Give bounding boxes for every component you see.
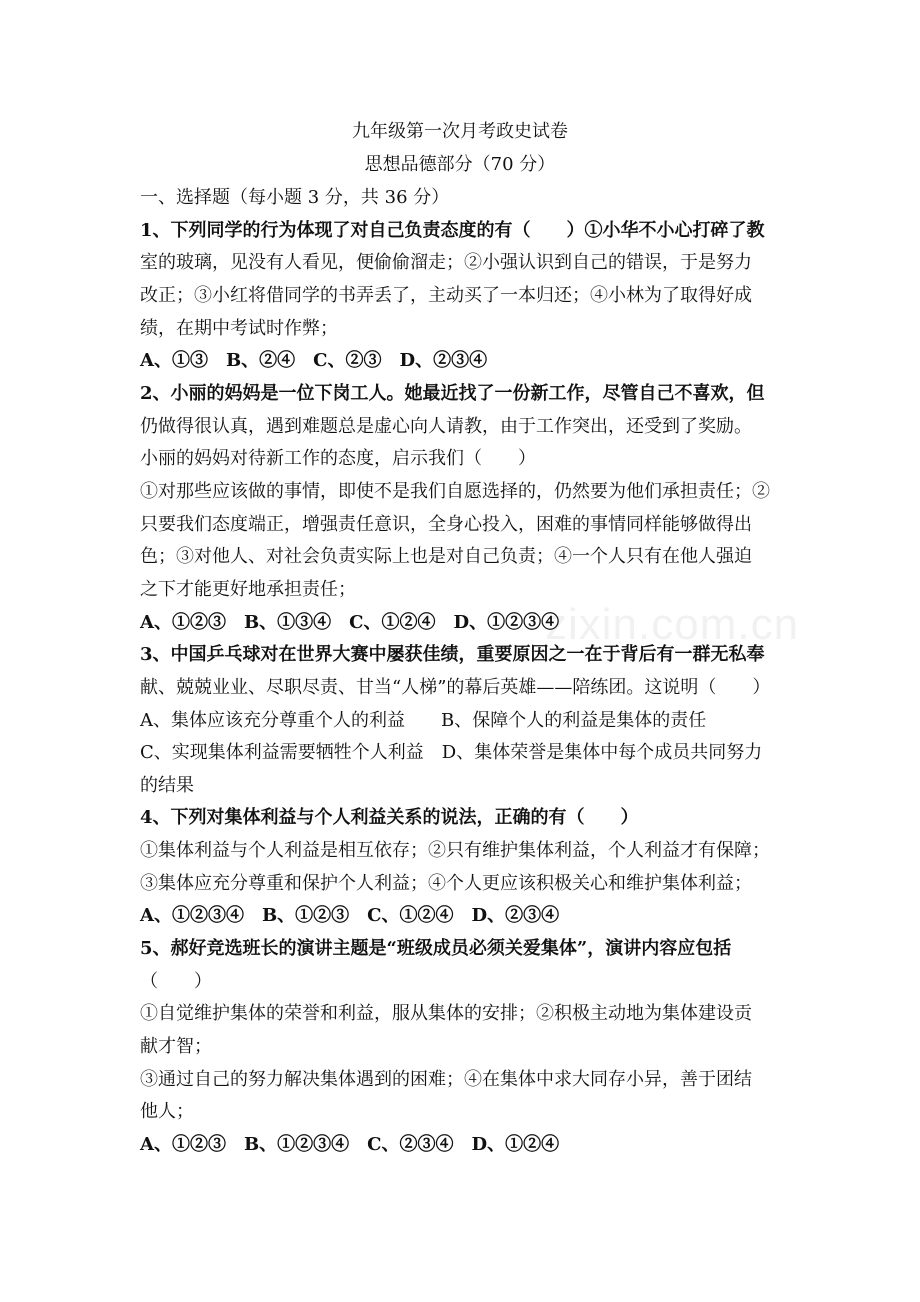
question-1-line: 1、下列同学的行为体现了对自己负责态度的有（ ）①小华不小心打碎了教	[140, 220, 765, 241]
question-4-options: A、①②③④ B、①②③ C、①②④ D、②③④	[140, 905, 560, 926]
question-2-line: 色；③对他人、对社会负责实际上也是对自己负责；④一个人只有在他人强迫	[140, 546, 752, 567]
question-2-line: ①对那些应该做的事情，即使不是我们自愿选择的，仍然要为他们承担责任；②	[140, 481, 770, 502]
question-5-line: ③通过自己的努力解决集体遇到的困难；④在集体中求大同存小异，善于团结	[140, 1069, 752, 1090]
question-5-options: A、①②③ B、①②③④ C、②③④ D、①②④	[140, 1134, 560, 1155]
section-heading: 一、选择题（每小题 3 分，共 36 分）	[140, 187, 450, 208]
question-2-line: 只要我们态度端正，增强责任意识，全身心投入，困难的事情同样能够做得出	[140, 514, 752, 535]
question-5-line: 5、郝好竞选班长的演讲主题是“班级成员必须关爱集体”，演讲内容应包括	[140, 938, 732, 959]
question-1-line: 改正；③小红将借同学的书弄丢了，主动买了一本归还；④小林为了取得好成	[140, 285, 752, 306]
question-4-line: ③集体应充分尊重和保护个人利益；④个人更应该积极关心和维护集体利益；	[140, 873, 752, 894]
question-3-option: A、集体应该充分尊重个人的利益 B、保障个人的利益是集体的责任	[140, 710, 707, 731]
question-5-line: （ ）	[140, 971, 212, 992]
question-2-line: 仍做得很认真，遇到难题总是虚心向人请教，由于工作突出，还受到了奖励。	[140, 416, 752, 437]
question-3-option: 的结果	[140, 775, 194, 796]
question-2-line: 之下才能更好地承担责任；	[140, 579, 356, 600]
question-3-option: C、实现集体利益需要牺牲个人利益 D、集体荣誉是集体中每个成员共同努力	[140, 742, 763, 763]
question-1-line: 室的玻璃，见没有人看见，便偷偷溜走；②小强认识到自己的错误，于是努力	[140, 252, 752, 273]
question-2-line: 2、小丽的妈妈是一位下岗工人。她最近找了一份新工作，尽管自己不喜欢，但	[140, 383, 765, 404]
question-2-line: 小丽的妈妈对待新工作的态度，启示我们（ ）	[140, 448, 536, 469]
question-4-line: ①集体利益与个人利益是相互依存；②只有维护集体利益，个人利益才有保障；	[140, 840, 770, 861]
question-1-options: A、①③ B、②④ C、②③ D、②③④	[140, 350, 488, 371]
question-2-options: A、①②③ B、①③④ C、①②④ D、①②③④	[140, 612, 560, 633]
question-4-line: 4、下列对集体利益与个人利益关系的说法，正确的有（ ）	[140, 807, 639, 828]
page-subtitle: 思想品德部分（70 分）	[364, 154, 556, 175]
watermark: zixin.com.cn	[545, 600, 800, 649]
question-3-line: 献、兢兢业业、尽职尽责、甘当“人梯”的幕后英雄——陪练团。这说明（ ）	[140, 677, 771, 698]
question-5-line: ①自觉维护集体的荣誉和利益，服从集体的安排；②积极主动地为集体建设贡	[140, 1003, 752, 1024]
question-1-line: 绩，在期中考试时作弊；	[140, 318, 338, 339]
question-3-line: 3、中国乒乓球对在世界大赛中屡获佳绩，重要原因之一在于背后有一群无私奉	[140, 644, 765, 665]
question-5-line: 他人；	[140, 1101, 194, 1122]
page-title: 九年级第一次月考政史试卷	[352, 121, 568, 142]
question-5-line: 献才智；	[140, 1036, 212, 1057]
